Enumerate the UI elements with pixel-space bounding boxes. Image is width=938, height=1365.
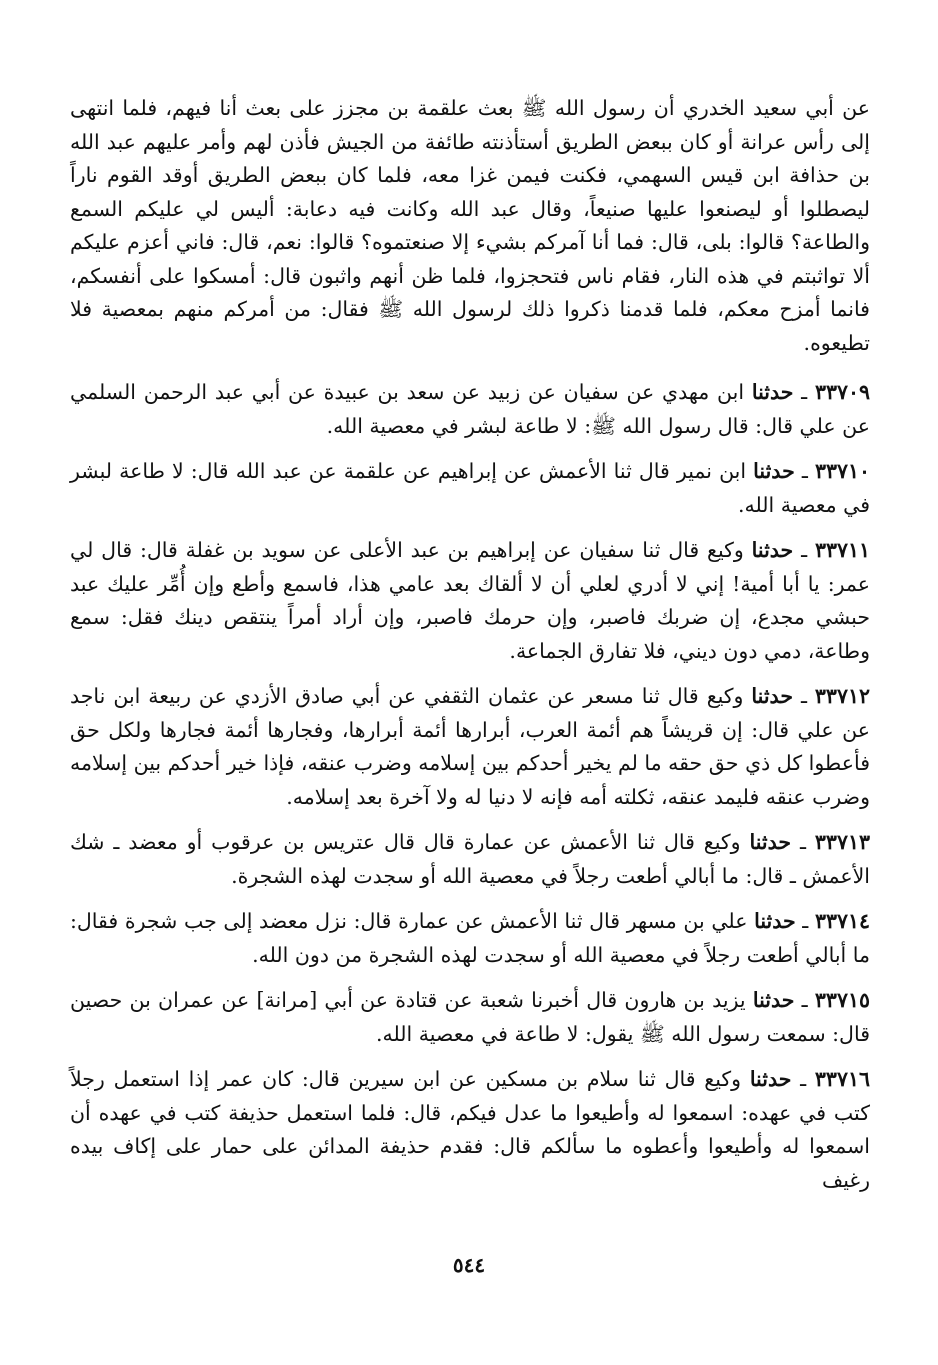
hadith-opening: حدثنا: [749, 830, 792, 854]
hadith-opening: حدثنا: [751, 684, 793, 708]
hadith-number: ٣٣٧١٣: [814, 830, 870, 854]
page-number: ٥٤٤: [452, 1253, 486, 1277]
hadith-text: يزيد بن هارون قال أخبرنا شعبة عن قتادة عن أبي [مرانة] عن عمران بن حصين قال: سمعت رسول الله ﷺ يقول: لا طاعة في معصية الله.: [70, 988, 870, 1046]
hadith-opening: حدثنا: [749, 1067, 792, 1091]
hadith-33710: ٣٣٧١٠ ـ حدثنا ابن نمير قال ثنا الأعمش عن إبراهيم عن علقمة عن عبد الله قال: لا طاعة لبشر في معصية الله.: [70, 459, 870, 517]
hadith-33716: ٣٣٧١٦ ـ حدثنا وكيع قال ثنا سلام بن مسكين عن ابن سيرين قال: كان عمر إذا استعمل رجلاً كتب في عهده: اسمعوا له وأطيعوا ما عدل فيكم، قال: فلما استعمل حذيفة كتب في عهده أن اسمعوا له وأطيعوا وأعطوه ما سألكم قال: فقدم حذيفة المدائن على حمار على إكاف بيده رغيف: [70, 1067, 870, 1192]
hadith-33709: ٣٣٧٠٩ ـ حدثنا ابن مهدي عن سفيان عن زبيد عن سعد بن عبيدة عن أبي عبد الرحمن السلمي عن علي قال: قال رسول الله ﷺ: لا طاعة لبشر في معصية الله.: [70, 380, 870, 438]
hadith-text: وكيع قال ثنا سفيان عن إبراهيم بن عبد الأعلى عن سويد بن غفلة قال: قال لي عمر: يا أبا أمية! إني لا أدري لعلي أن لا ألقاك بعد عامي هذا، فاسمع وأطع وإن أُمِّر عليك عبد حبشي مجدع، إن ضربك فاصبر، وإن حرمك فاصبر، وإن أراد أمراً ينتقص دينك فقل: سمع وطاعة، دمي دون ديني، فلا تفارق الجماعة.: [70, 538, 870, 663]
hadith-text: وكيع قال ثنا مسعر عن عثمان الثقفي عن أبي صادق الأزدي عن ربيعة ابن ناجد عن علي قال: إن قريشاً هم أئمة العرب، أبرارها أئمة أبرارها، وفجارها أئمة فجارها ولكل حق فأعطوا كل ذي حق حقه ما لم يخير أحدكم بين إسلامه وضرب عنقه، فإذا خير أحدكم بين إسلامه وضرب عنقه فليمد عنقه، ثكلته أمه فإنه لا دنيا له ولا آخرة بعد إسلامه.: [70, 684, 870, 809]
intro-paragraph: عن أبي سعيد الخدري أن رسول الله ﷺ بعث علقمة بن مجزز على بعث أنا فيهم، فلما انتهى إلى رأس عرانة أو كان ببعض الطريق أستأذنته طائفة من الجيش فأذن لهم وأمر عليهم عبد الله بن حذافة ابن قيس السهمي، فكنت فيمن غزا معه، فلما كان ببعض الطريق أوقد القوم ناراً ليصطلوا أو ليصنعوا عليها صنيعاً، وقال عبد الله وكانت فيه دعابة: أليس لي عليكم السمع والطاعة؟ قالوا: بلى، قال: فما أنا آمركم بشيء إلا صنعتموه؟ قالوا: نعم، قال: فاني أعزم عليكم ألا تواثبتم في هذه النار، فقام ناس فتحجزوا، فلما ظن أنهم واثبون قال: أمسكوا على أنفسكم، فانما أمزح معكم، فلما قدمنا ذكروا ذلك لرسول الله ﷺ فقال: من أمركم منهم بمعصية فلا تطيعوه.: [70, 96, 870, 355]
hadith-text: ابن مهدي عن سفيان عن زبيد عن سعد بن عبيدة عن أبي عبد الرحمن السلمي عن علي قال: قال رسول الله ﷺ: لا طاعة لبشر في معصية الله.: [70, 380, 870, 438]
hadith-opening: حدثنا: [751, 538, 794, 562]
hadith-number: ٣٣٧١٦: [814, 1067, 870, 1091]
hadith-opening: حدثنا: [753, 459, 795, 483]
hadith-number: ٣٣٧١٠: [814, 459, 870, 483]
hadith-number: ٣٣٧١١: [814, 538, 870, 562]
hadith-opening: حدثنا: [751, 380, 794, 404]
hadith-number: ٣٣٧١٢: [814, 684, 870, 708]
hadith-number: ٣٣٧١٤: [814, 909, 870, 933]
hadith-opening: حدثنا: [754, 909, 796, 933]
hadith-text: ابن نمير قال ثنا الأعمش عن إبراهيم عن علقمة عن عبد الله قال: لا طاعة لبشر في معصية الله.: [70, 459, 870, 517]
hadith-33711: ٣٣٧١١ ـ حدثنا وكيع قال ثنا سفيان عن إبراهيم بن عبد الأعلى عن سويد بن غفلة قال: قال لي عمر: يا أبا أمية! إني لا أدري لعلي أن لا ألقاك بعد عامي هذا، فاسمع وأطع وإن أُمِّر عليك عبد حبشي مجدع، إن ضربك فاصبر، وإن حرمك فاصبر، وإن أراد أمراً ينتقص دينك فقل: سمع وطاعة، دمي دون ديني، فلا تفارق الجماعة.: [70, 538, 870, 663]
hadith-33714: ٣٣٧١٤ ـ حدثنا علي بن مسهر قال ثنا الأعمش عن عمارة قال: نزل معضد إلى جب شجرة فقال: ما أبالي أطعت رجلاً في معصية الله أو سجدت لهذه الشجرة من دون الله.: [70, 909, 870, 967]
hadith-33713: ٣٣٧١٣ ـ حدثنا وكيع قال ثنا الأعمش عن عمارة قال قال عتريس بن عرقوب أو معضد ـ شك الأعمش ـ قال: ما أبالي أطعت رجلاً في معصية الله أو سجدت لهذه الشجرة.: [70, 830, 870, 888]
hadith-number: ٣٣٧١٥: [814, 988, 870, 1012]
hadith-opening: حدثنا: [752, 988, 795, 1012]
hadith-text: وكيع قال ثنا سلام بن مسكين عن ابن سيرين قال: كان عمر إذا استعمل رجلاً كتب في عهده: اسمعوا له وأطيعوا ما عدل فيكم، قال: فلما استعمل حذيفة كتب في عهده أن اسمعوا له وأطيعوا وأعطوه ما سألكم قال: فقدم حذيفة المدائن على حمار على إكاف بيده رغيف: [70, 1067, 870, 1192]
hadith-number: ٣٣٧٠٩: [814, 380, 870, 404]
hadith-text: علي بن مسهر قال ثنا الأعمش عن عمارة قال: نزل معضد إلى جب شجرة فقال: ما أبالي أطعت رجلاً في معصية الله أو سجدت لهذه الشجرة من دون الله.: [70, 909, 870, 967]
hadith-33715: ٣٣٧١٥ ـ حدثنا يزيد بن هارون قال أخبرنا شعبة عن قتادة عن أبي [مرانة] عن عمران بن حصين قال: سمعت رسول الله ﷺ يقول: لا طاعة في معصية الله.: [70, 988, 870, 1046]
hadith-text: وكيع قال ثنا الأعمش عن عمارة قال قال عتريس بن عرقوب أو معضد ـ شك الأعمش ـ قال: ما أبالي أطعت رجلاً في معصية الله أو سجدت لهذه الشجرة.: [70, 830, 870, 888]
page-text: [70, 92, 870, 1209]
hadith-33712: ٣٣٧١٢ ـ حدثنا وكيع قال ثنا مسعر عن عثمان الثقفي عن أبي صادق الأزدي عن ربيعة ابن ناجد عن علي قال: إن قريشاً هم أئمة العرب، أبرارها أئمة أبرارها، وفجارها أئمة فجارها ولكل حق فأعطوا كل ذي حق حقه ما لم يخير أحدكم بين إسلامه وضرب عنقه، فإذا خير أحدكم بين إسلامه وضرب عنقه فليمد عنقه، ثكلته أمه فإنه لا دنيا له ولا آخرة بعد إسلامه.: [70, 684, 870, 809]
